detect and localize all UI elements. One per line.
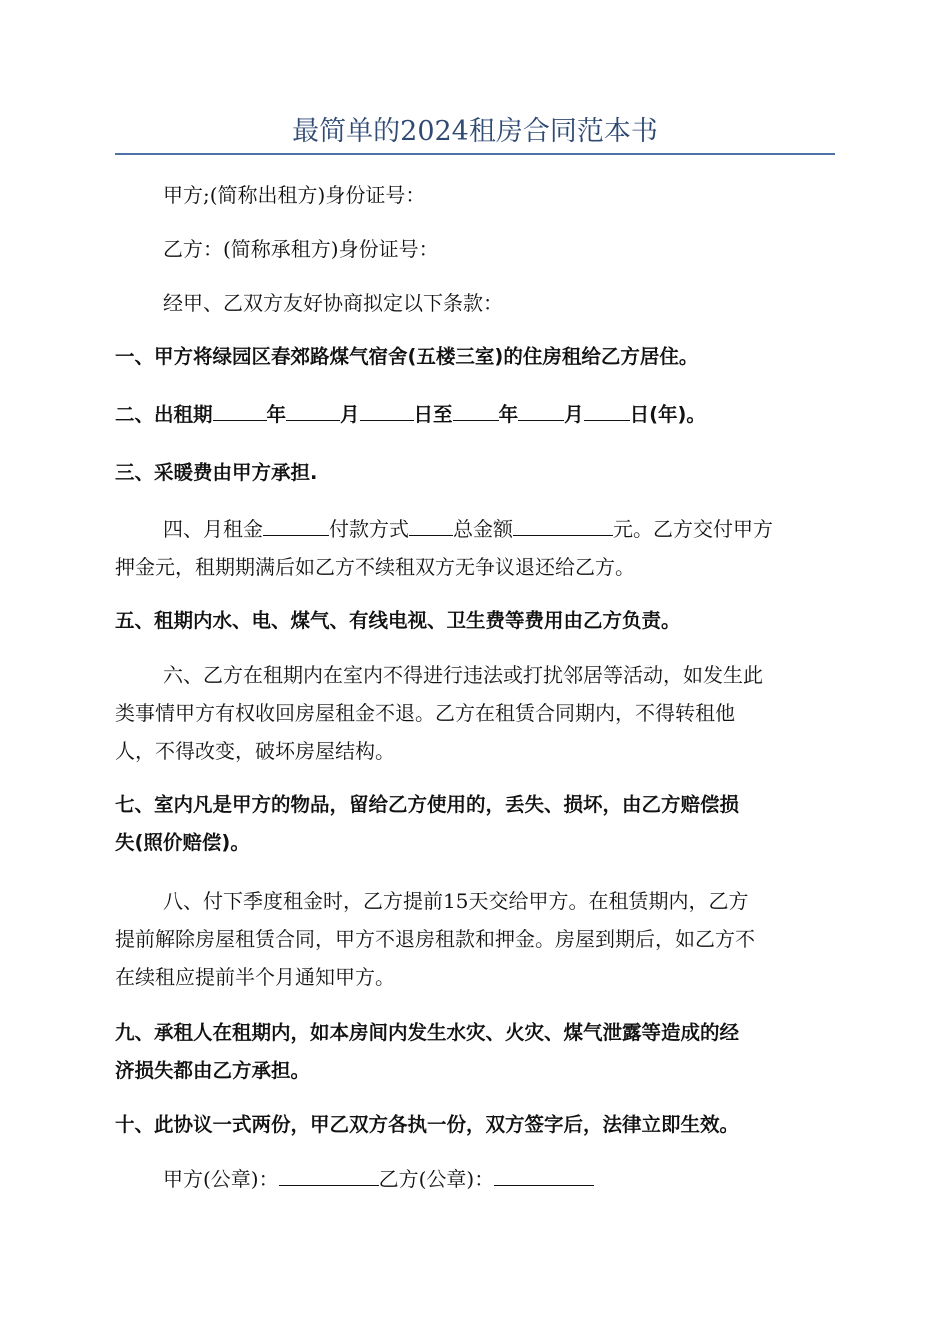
clause-8-line-3: 在续租应提前半个月通知甲方。 <box>115 965 395 989</box>
blank-start-year <box>213 419 267 421</box>
blank-start-day <box>360 419 414 421</box>
clause-9-line-1: 九、承租人在租期内，如本房间内发生水灾、火灾、煤气泄露等造成的经 <box>115 1021 740 1044</box>
blank-party-a-seal <box>279 1184 379 1186</box>
blank-payment-method <box>409 534 453 536</box>
clause-2-day1: 日至 <box>413 403 453 426</box>
intro-line: 经甲、乙双方友好协商拟定以下条款： <box>163 291 503 315</box>
clause-2-month1: 月 <box>340 403 360 426</box>
clause-4-tail: 元。乙方交付甲方 <box>613 517 773 541</box>
clause-6-line-3: 人，不得改变，破坏房屋结构。 <box>115 739 395 763</box>
clause-6-line-2: 类事情甲方有权收回房屋租金不退。乙方在租赁合同期内，不得转租他 <box>115 701 735 725</box>
document-title: 最简单的2024租房合同范本书 <box>292 116 658 147</box>
clause-4-line-2: 押金元，租期期满后如乙方不续租双方无争议退还给乙方。 <box>115 555 635 579</box>
blank-start-month <box>286 419 340 421</box>
party-b-seal-label: 乙方(公章)： <box>378 1167 495 1191</box>
clause-2-year2: 年 <box>498 403 519 426</box>
clause-4-line-1 <box>115 510 835 548</box>
title-underline <box>115 153 835 155</box>
clause-4-total: 总金额 <box>453 517 513 541</box>
clause-7-line-1: 七、室内凡是甲方的物品，留给乙方使用的，丢失、损坏，由乙方赔偿损 <box>115 793 740 816</box>
clause-2 <box>115 396 835 434</box>
clause-8-line-2: 提前解除房屋租赁合同，甲方不退房租款和押金。房屋到期后，如乙方不 <box>115 927 755 951</box>
clause-6-line-1: 六、乙方在租期内在室内不得进行违法或打扰邻居等活动，如发生此 <box>163 663 763 687</box>
blank-monthly-rent <box>263 534 329 536</box>
blank-end-day <box>584 419 630 421</box>
clause-4-payment: 付款方式 <box>329 517 409 541</box>
blank-total-amount <box>513 534 613 536</box>
blank-end-year <box>453 419 499 421</box>
party-b-line: 乙方：(简称承租方)身份证号： <box>163 237 439 261</box>
clause-5: 五、租期内水、电、煤气、有线电视、卫生费等费用由乙方负责。 <box>115 609 681 632</box>
party-a-line: 甲方;(简称出租方)身份证号： <box>163 183 426 207</box>
clause-8-line-1: 八、付下季度租金时，乙方提前15天交给甲方。在租赁期内，乙方 <box>163 889 749 913</box>
signature-line <box>115 1160 835 1198</box>
blank-party-b-seal <box>494 1184 594 1186</box>
clause-7-line-2: 失(照价赔偿)。 <box>115 831 250 854</box>
clause-2-month2: 月 <box>564 403 584 426</box>
clause-2-day2: 日(年)。 <box>629 403 706 426</box>
clause-4-prefix: 四、月租金 <box>163 517 263 541</box>
clause-3: 三、采暖费由甲方承担. <box>115 461 318 484</box>
clause-9-line-2: 济损失都由乙方承担。 <box>115 1059 311 1082</box>
clause-10: 十、此协议一式两份，甲乙双方各执一份，双方签字后，法律立即生效。 <box>115 1113 740 1136</box>
blank-end-month <box>518 419 564 421</box>
clause-2-year1: 年 <box>266 403 287 426</box>
party-a-seal-label: 甲方(公章)： <box>163 1167 279 1191</box>
clause-2-prefix: 二、出租期 <box>115 403 213 426</box>
clause-1: 一、甲方将绿园区春郊路煤气宿舍(五楼三室)的住房租给乙方居住。 <box>115 345 699 368</box>
